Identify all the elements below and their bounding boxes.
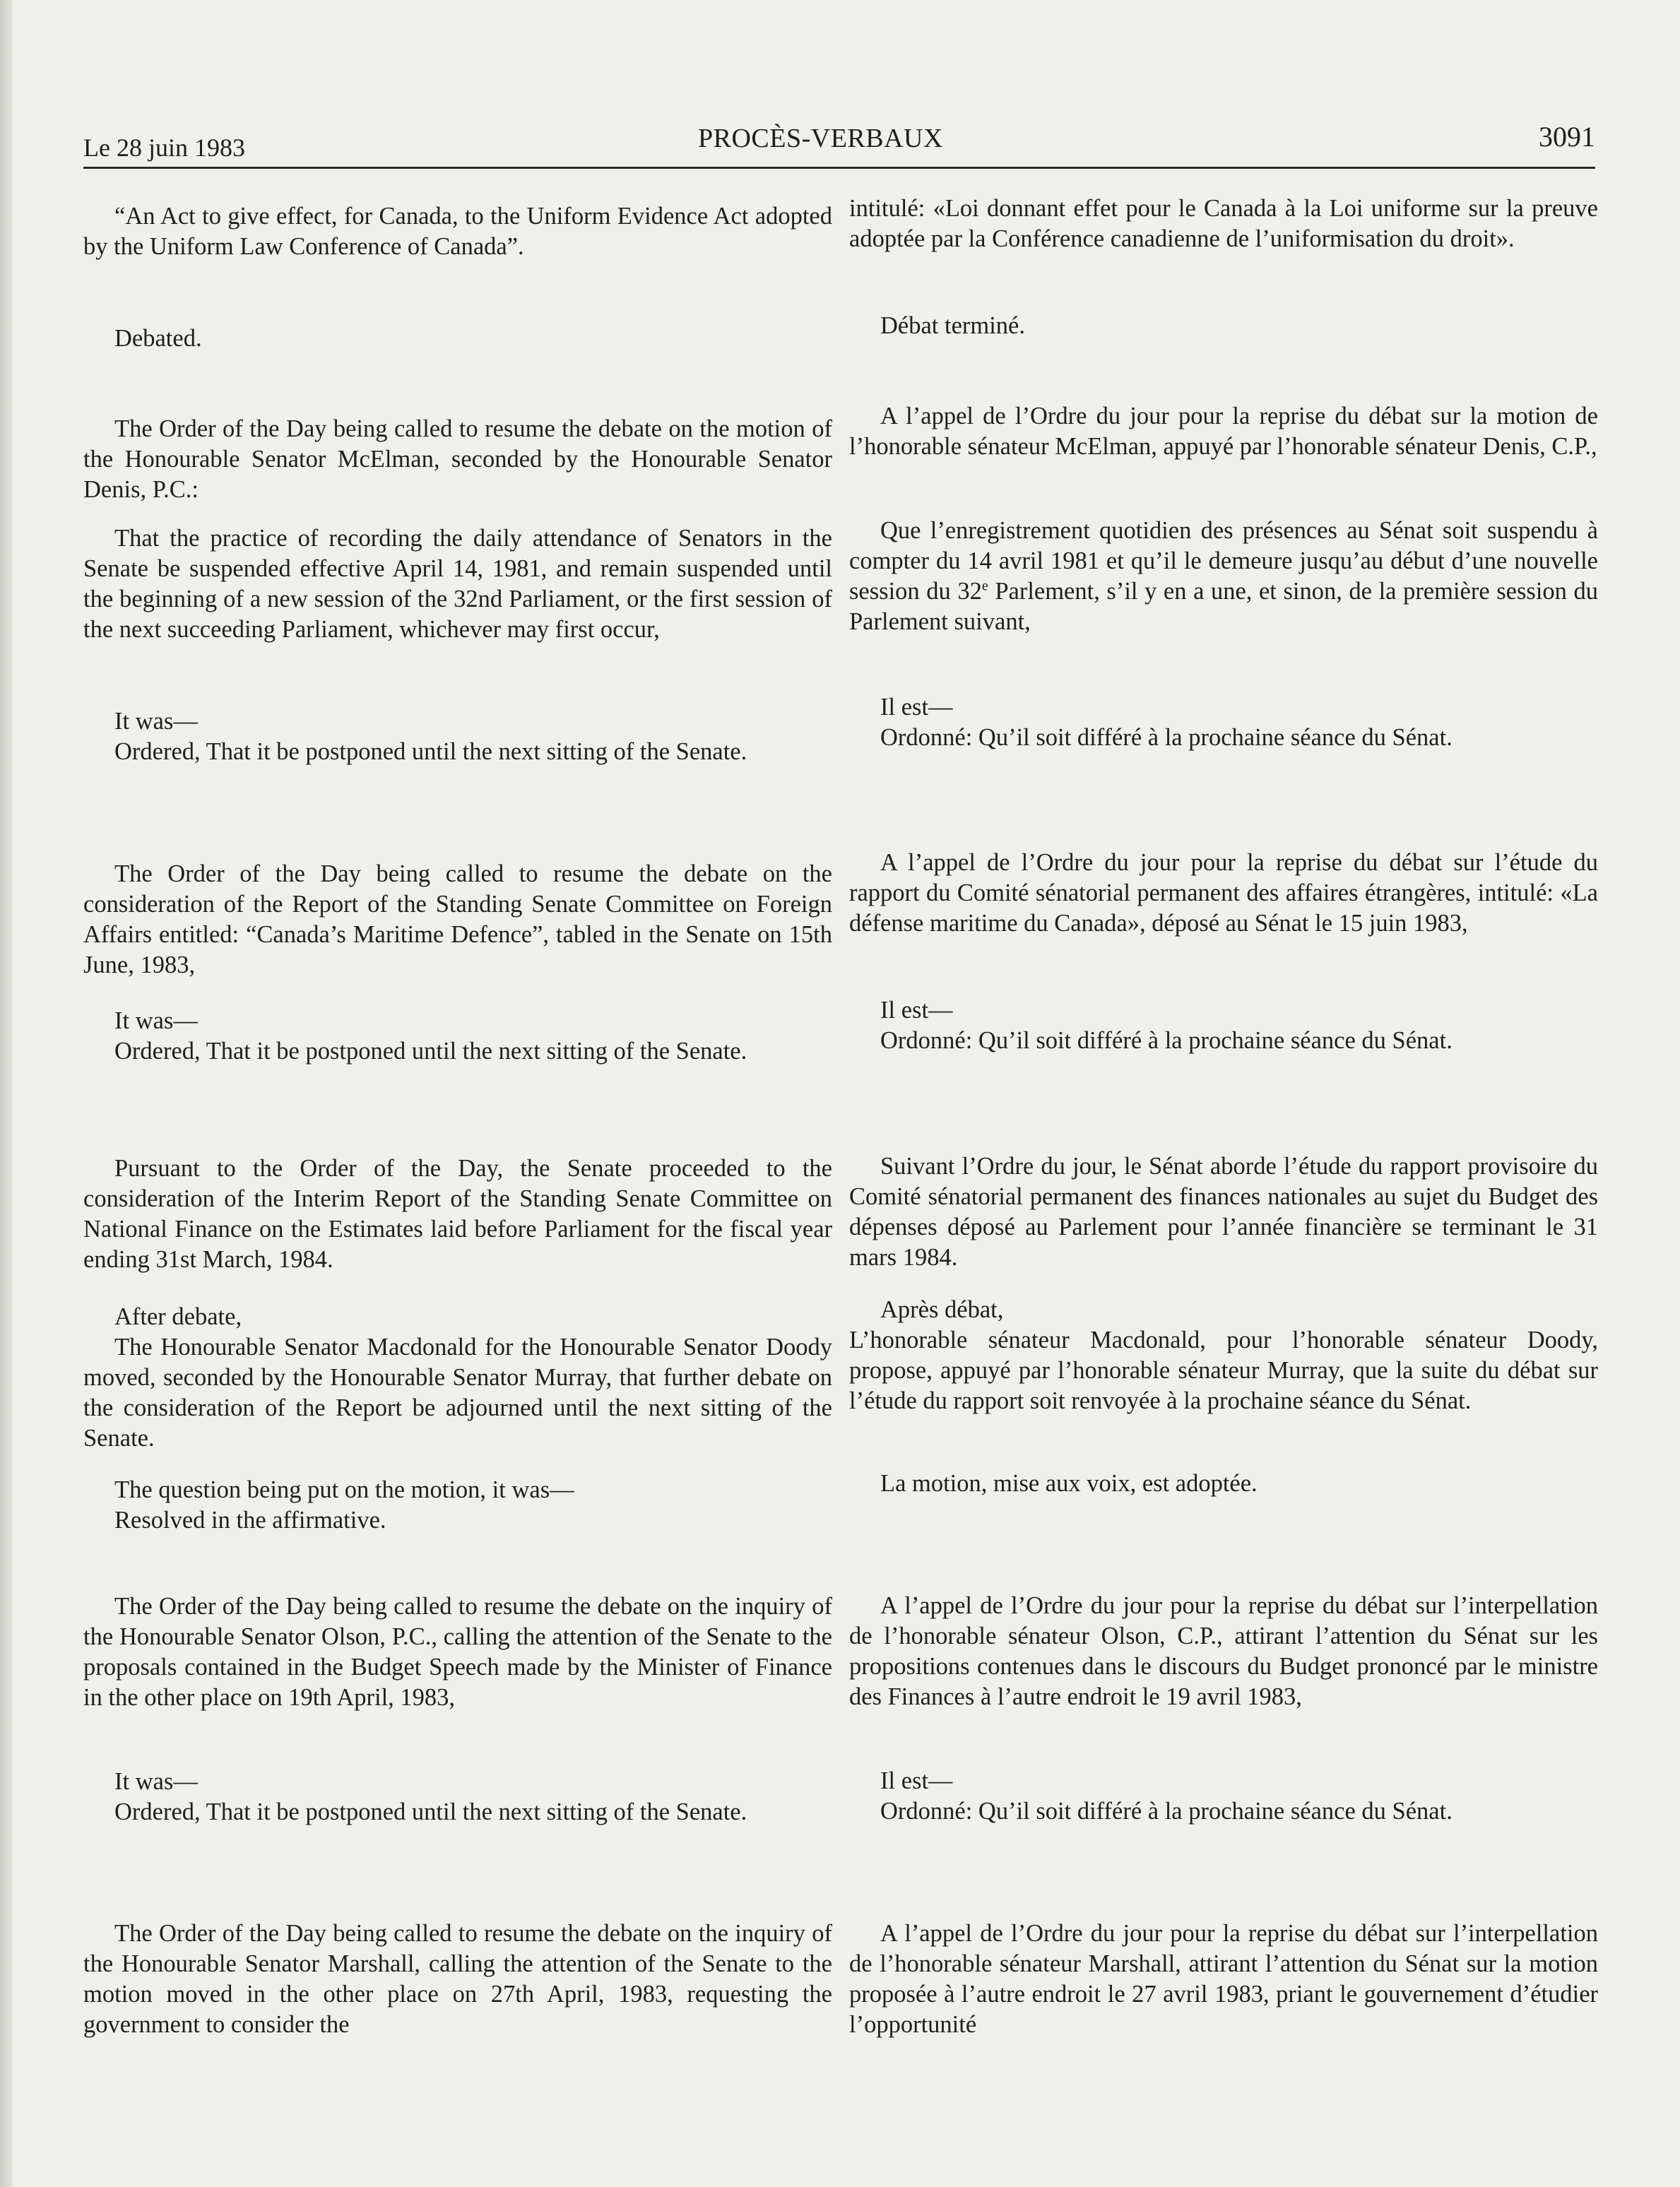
fr-differe-1: Il est— Ordonné: Qu’il soit différé à la prochaine séance du Sénat.: [880, 694, 1453, 751]
en-postponed-2: It was— Ordered, That it be postponed until the next sitting of the Senate.: [114, 1007, 747, 1065]
fr-motion-presences: Que l’enregistrement quotidien des présences au Sénat soit suspendu à compter du 14 avril 1981 et qu’il le demeure jusqu’au début d’une nouvelle session du 32e Parlement, s’il y en a une, et sinon, de la première session du Parlement suivant,: [849, 517, 1598, 635]
fr-motion-adoptee: La motion, mise aux voix, est adoptée.: [880, 1470, 1258, 1497]
page-binding-edge: [0, 0, 13, 2187]
en-after-debate: After debate, The Honourable Senator Macdonald for the Honourable Senator Doody moved, seconded by the Honourable Senator Murray, that further debate on the consideration of the Report be adjourned until the next sitting of the Senate.: [83, 1303, 832, 1452]
fr-differe-2: Il est— Ordonné: Qu’il soit différé à la prochaine séance du Sénat.: [880, 997, 1453, 1054]
en-act-title: “An Act to give effect, for Canada, to the Uniform Evidence Act adopted by the Uniform Law Conference of Canada”.: [83, 203, 832, 260]
en-order-maritime-defence: The Order of the Day being called to resume the debate on the consideration of the Report of the Standing Senate Committee on Foreign Affairs entitled: “Canada’s Maritime Defence”, tabled in the Senate on 15th June, 1983,: [83, 860, 832, 978]
en-postponed-1: It was— Ordered, That it be postponed until the next sitting of the Senate.: [114, 708, 747, 765]
en-postponed-3: It was— Ordered, That it be postponed until the next sitting of the Senate.: [114, 1768, 747, 1825]
fr-order-mcelman: A l’appel de l’Ordre du jour pour la reprise du débat sur la motion de l’honorable sénateur McElman, appuyé par l’honorable sénateur Denis, C.P.,: [849, 403, 1598, 460]
page-header: [83, 119, 1595, 162]
fr-act-title: intitulé: «Loi donnant effet pour le Canada à la Loi uniforme sur la preuve adoptée par la Conférence canadienne de l’uniformisation du droit».: [849, 195, 1598, 252]
fr-order-olson: A l’appel de l’Ordre du jour pour la reprise du débat sur l’interpellation de l’honorable sénateur Olson, C.P., attirant l’attention du Sénat sur les propositions contenues dans le discours du Budget prononcé par le ministre des Finances à l’autre endroit le 19 avril 1983,: [849, 1592, 1598, 1710]
header-rule: [83, 167, 1595, 169]
header-title: PROCÈS-VERBAUX: [698, 124, 943, 153]
en-question-put: The question being put on the motion, it was— Resolved in the affirmative.: [114, 1476, 574, 1534]
en-order-olson: The Order of the Day being called to resume the debate on the inquiry of the Honourable Senator Olson, P.C., calling the attention of the Senate to the proposals contained in the Budget Speech made by the Minister of Finance in the other place on 19th April, 1983,: [83, 1593, 832, 1711]
fr-apres-debat: Après débat, L’honorable sénateur Macdonald, pour l’honorable sénateur Doody, propose, appuyé par l’honorable sénateur Murray, que la suite du débat sur l’étude du rapport soit renvoyée à la prochaine séance du Sénat.: [849, 1296, 1598, 1414]
header-date: Le 28 juin 1983: [83, 134, 245, 162]
en-order-marshall: The Order of the Day being called to resume the debate on the inquiry of the Honourable Senator Marshall, calling the attention of the Senate to the motion moved in the other place on 27th April, 1983, requesting the government to consider the: [83, 1920, 832, 2038]
en-motion-attendance: That the practice of recording the daily attendance of Senators in the Senate be suspended effective April 14, 1981, and remain suspended until the beginning of a new session of the 32nd Parliament, or the first session of the next succeeding Parliament, whichever may first occur,: [83, 525, 832, 643]
fr-rapport-provisoire: Suivant l’Ordre du jour, le Sénat aborde l’étude du rapport provisoire du Comité sénatorial permanent des finances nationales au sujet du Budget des dépenses déposé au Parlement pour l’année financière se terminant le 31 mars 1984.: [849, 1153, 1598, 1271]
fr-debat-termine: Débat terminé.: [880, 312, 1025, 339]
fr-order-marshall: A l’appel de l’Ordre du jour pour la reprise du débat sur l’interpellation de l’honorable sénateur Marshall, attirant l’attention du Sénat sur la motion proposée à l’autre endroit le 27 avril 1983, priant le gouvernement d’étudier l’opportunité: [849, 1920, 1598, 2038]
fr-differe-3: Il est— Ordonné: Qu’il soit différé à la prochaine séance du Sénat.: [880, 1767, 1453, 1825]
en-debated: Debated.: [114, 325, 202, 352]
en-interim-report: Pursuant to the Order of the Day, the Senate proceeded to the consideration of the Interim Report of the Standing Senate Committee on National Finance on the Estimates laid before Parliament for the fiscal year ending 31st March, 1984.: [83, 1155, 832, 1273]
fr-order-defense-maritime: A l’appel de l’Ordre du jour pour la reprise du débat sur l’étude du rapport du Comité sénatorial permanent des affaires étrangères, intitulé: «La défense maritime du Canada», déposé au Sénat le 15 juin 1983,: [849, 849, 1598, 937]
page-number: 3091: [1539, 121, 1595, 153]
en-order-mcelman: The Order of the Day being called to resume the debate on the motion of the Honourable Senator McElman, seconded by the Honourable Senator Denis, P.C.:: [83, 415, 832, 503]
